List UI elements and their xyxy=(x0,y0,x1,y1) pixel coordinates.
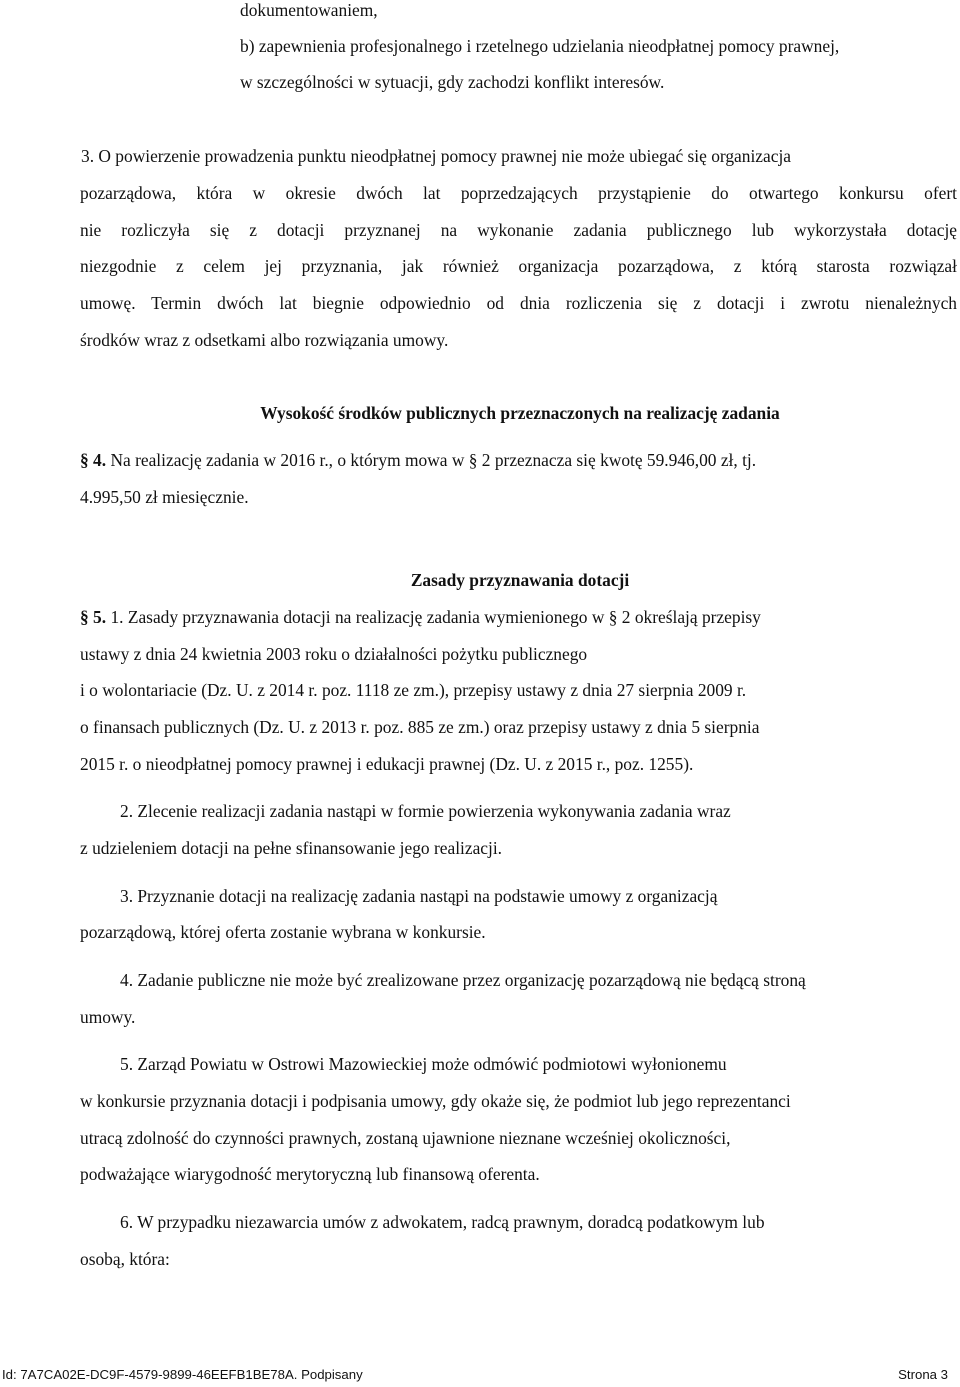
paragraph-line: pozarządowa, która w okresie dwóch lat poprzedzających przystąpienie do otwartego konkursu ofert xyxy=(80,183,957,203)
section-heading: Zasady przyznawania dotacji xyxy=(410,570,630,590)
text-line: w szczególności w sytuacji, gdy zachodzi konflikt interesów. xyxy=(240,72,665,92)
paragraph-line: 4.995,50 zł miesięcznie. xyxy=(80,487,249,507)
paragraph-number: § 4. xyxy=(80,450,107,470)
list-item-line: podważające wiarygodność merytoryczną lub finansową oferenta. xyxy=(80,1164,540,1184)
list-item-line: 4. Zadanie publiczne nie może być zrealizowane przez organizację pozarządową nie będącą stroną xyxy=(120,970,806,990)
paragraph-line: 2015 r. o nieodpłatnej pomocy prawnej i edukacji prawnej (Dz. U. z 2015 r., poz. 1255). xyxy=(80,754,694,774)
paragraph-line: § 4. Na realizację zadania w 2016 r., o którym mowa w § 2 przeznacza się kwotę 59.946,00 zł, tj. xyxy=(80,450,757,470)
text-line: b) zapewnienia profesjonalnego i rzetelnego udzielania nieodpłatnej pomocy prawnej, xyxy=(240,36,840,56)
list-item-line: osobą, która: xyxy=(80,1249,170,1269)
paragraph-line: umowę. Termin dwóch lat biegnie odpowiednio od dnia rozliczenia się z dotacji i zwrotu nienależnych xyxy=(80,293,957,313)
list-item-line: 2. Zlecenie realizacji zadania nastąpi w formie powierzenia wykonywania zadania wraz xyxy=(120,801,731,821)
paragraph-line: o finansach publicznych (Dz. U. z 2013 r. poz. 885 ze zm.) oraz przepisy ustawy z dnia 5 sierpnia xyxy=(80,717,760,737)
list-item-line: umowy. xyxy=(80,1007,136,1027)
paragraph-line: 3. O powierzenie prowadzenia punktu nieodpłatnej pomocy prawnej nie może ubiegać się organizacja xyxy=(81,146,792,166)
list-item-line: w konkursie przyznania dotacji i podpisania umowy, gdy okaże się, że podmiot lub jego reprezentanci xyxy=(80,1091,791,1111)
paragraph-line: § 5. 1. Zasady przyznawania dotacji na realizację zadania wymienionego w § 2 określają przepisy xyxy=(80,607,761,627)
list-item-line: pozarządową, której oferta zostanie wybrana w konkursie. xyxy=(80,922,486,942)
list-item-line: z udzieleniem dotacji na pełne sfinansowanie jego realizacji. xyxy=(80,838,503,858)
list-item-line: utracą zdolność do czynności prawnych, zostaną ujawnione nieznane wcześniej okoliczności, xyxy=(80,1128,731,1148)
paragraph-line: ustawy z dnia 24 kwietnia 2003 roku o działalności pożytku publicznego xyxy=(80,644,588,664)
paragraph-number: § 5. xyxy=(80,607,107,627)
list-item-line: 6. W przypadku niezawarcia umów z adwokatem, radcą prawnym, doradcą podatkowym lub xyxy=(120,1212,765,1232)
document-id: Id: 7A7CA02E-DC9F-4579-9899-46EEFB1BE78A. Podpisany xyxy=(2,1367,363,1382)
paragraph-line: środków wraz z odsetkami albo rozwiązania umowy. xyxy=(80,330,449,350)
list-item-line: 3. Przyznanie dotacji na realizację zadania nastąpi na podstawie umowy z organizacją xyxy=(120,886,718,906)
page-number: Strona 3 xyxy=(898,1367,948,1382)
paragraph-line: niezgodnie z celem jej przyznania, jak również organizacja pozarządowa, z którą starosta rozwiązał xyxy=(80,256,957,276)
list-item-line: 5. Zarząd Powiatu w Ostrowi Mazowieckiej może odmówić podmiotowi wyłonionemu xyxy=(120,1054,727,1074)
paragraph-line: nie rozliczyła się z dotacji przyznanej na wykonanie zadania publicznego lub wykorzystała dotację xyxy=(80,220,957,240)
section-heading: Wysokość środków publicznych przeznaczonych na realizację zadania xyxy=(260,403,780,423)
paragraph-line: i o wolontariacie (Dz. U. z 2014 r. poz. 1118 ze zm.), przepisy ustawy z dnia 27 sierpnia 2009 r. xyxy=(80,680,747,700)
text-line: dokumentowaniem, xyxy=(240,0,378,20)
